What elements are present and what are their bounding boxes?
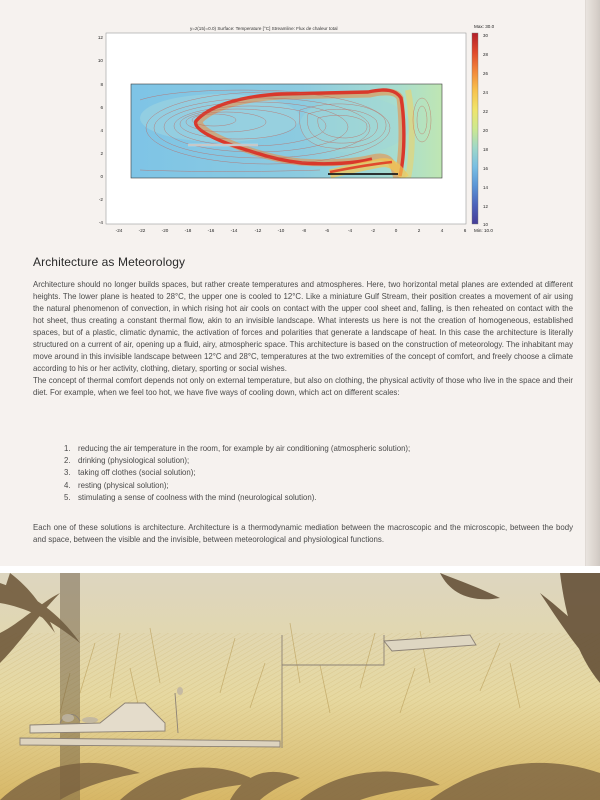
y-tick-10: 10 <box>97 58 103 63</box>
cb-tick-24: 24 <box>483 90 488 95</box>
y-tick-neg4: -4 <box>98 220 103 225</box>
x-tick-neg20: -20 <box>161 228 169 233</box>
x-tick-neg8: -8 <box>301 228 307 233</box>
cb-tick-10: 10 <box>483 222 488 227</box>
simulation-plot <box>0 0 600 245</box>
cooling-solutions-list <box>64 443 410 504</box>
x-tick-0: 0 <box>394 228 398 233</box>
landscape-drawing <box>0 573 600 800</box>
cb-tick-30: 30 <box>483 33 488 38</box>
y-tick-0: 0 <box>100 174 103 179</box>
x-tick-neg2: -2 <box>370 228 376 233</box>
cb-tick-12: 12 <box>483 204 488 209</box>
closing-paragraph: Each one of these solutions is architecture. Architecture is a thermodynamic mediation between the macroscopic and the microscopic, between the body and space, between the visible and the invisible, between meteorological and physiological functions. <box>33 523 573 544</box>
x-tick-neg12: -12 <box>254 228 262 233</box>
figure-title: y=z(15)=0.0) Surface: Temperature [°C] Streamline: Flux de chaleur total <box>190 26 338 31</box>
x-tick-neg22: -22 <box>138 228 146 233</box>
list-text: taking off clothes (social solution); <box>78 468 196 478</box>
cb-tick-18: 18 <box>483 147 488 152</box>
list-text: reducing the air temperature in the room, for example by air conditioning (atmospheric solution); <box>78 444 411 453</box>
x-tick-neg6: -6 <box>324 228 330 233</box>
cb-tick-28: 28 <box>483 52 488 57</box>
list-number: 4. <box>64 480 71 490</box>
list-number: 5. <box>64 492 71 502</box>
x-tick-neg18: -18 <box>184 228 192 233</box>
x-tick-6: 6 <box>463 228 467 233</box>
list-item <box>64 443 410 455</box>
x-tick-neg14: -14 <box>230 228 238 233</box>
paragraph: The concept of thermal comfort depends not only on external temperature, but also on clothing, the physical activity of those who live in the space and their diet. For example, when we feel too hot, we have five ways of cooling down, which act on different scales: <box>33 376 573 397</box>
list-text: drinking (physiological solution); <box>78 456 190 466</box>
list-item <box>64 480 410 492</box>
cb-tick-22: 22 <box>483 109 488 114</box>
cb-tick-20: 20 <box>483 128 488 133</box>
list-text: resting (physical solution); <box>78 480 169 490</box>
y-tick-neg2: -2 <box>98 197 103 202</box>
colorbar-max-label: Max: 30.0 <box>474 24 495 29</box>
list-number: 2. <box>64 456 71 466</box>
y-tick-4: 4 <box>100 128 103 133</box>
colorbar <box>472 33 478 224</box>
convection-simulation-figure <box>0 0 600 245</box>
body-text <box>33 279 573 399</box>
y-tick-2: 2 <box>100 151 103 156</box>
colorbar-min-label: Min: 10.0 <box>474 228 493 233</box>
list-text: stimulating a sense of coolness with the mind (neurological solution). <box>78 492 317 502</box>
list-number: 3. <box>64 468 71 478</box>
x-tick-neg10: -10 <box>277 228 285 233</box>
y-tick-12: 12 <box>97 35 103 40</box>
x-tick-2: 2 <box>417 228 421 233</box>
list-item <box>64 467 410 479</box>
list-item <box>64 492 410 504</box>
y-tick-8: 8 <box>100 82 103 87</box>
x-tick-4: 4 <box>440 228 444 233</box>
list-item <box>64 455 410 467</box>
y-tick-6: 6 <box>100 105 103 110</box>
paragraph: Architecture should no longer builds spaces, but rather create temperatures and atmospheres. Here, two horizontal metal planes are extended at different heights. The lower plane is heated to 28°C, the upper one is cooled to 12°C. Like a miniature Gulf Stream, their position creates a movement of air using the natural phenomenon of convection, in which rising hot air cools on contact with the upper cool sheet and, falling, is then reheated on contact with the hot sheet, thus creating a constant thermal flow, akin to an invisible landscape. What interests us here is not the creation of homogeneous, established spaces, but of a plastic, climatic dynamic, the activation of forces and polarities that generate a landscape of heat. In this case the architecture is literally structured on a current of air, opening up a fluid, airy, atmospheric space. This architecture is based on the construction of meteorology. The inhabitant may move around in this invisible landscape between 12°C and 28°C, temperatures at the two extremities of the concept of comfort, and freely choose a climate according to his or her activity, clothing, dietary, sporting or social wishes. <box>33 280 573 373</box>
list-number: 1. <box>64 444 71 453</box>
drawing-illustration <box>0 573 600 800</box>
cb-tick-14: 14 <box>483 185 488 190</box>
x-tick-neg24: -24 <box>115 228 123 233</box>
cb-tick-16: 16 <box>483 166 488 171</box>
temperature-field <box>131 84 442 178</box>
section-title: Architecture as Meteorology <box>33 255 186 269</box>
cb-tick-26: 26 <box>483 71 488 76</box>
x-tick-neg16: -16 <box>207 228 215 233</box>
x-tick-neg4: -4 <box>347 228 353 233</box>
